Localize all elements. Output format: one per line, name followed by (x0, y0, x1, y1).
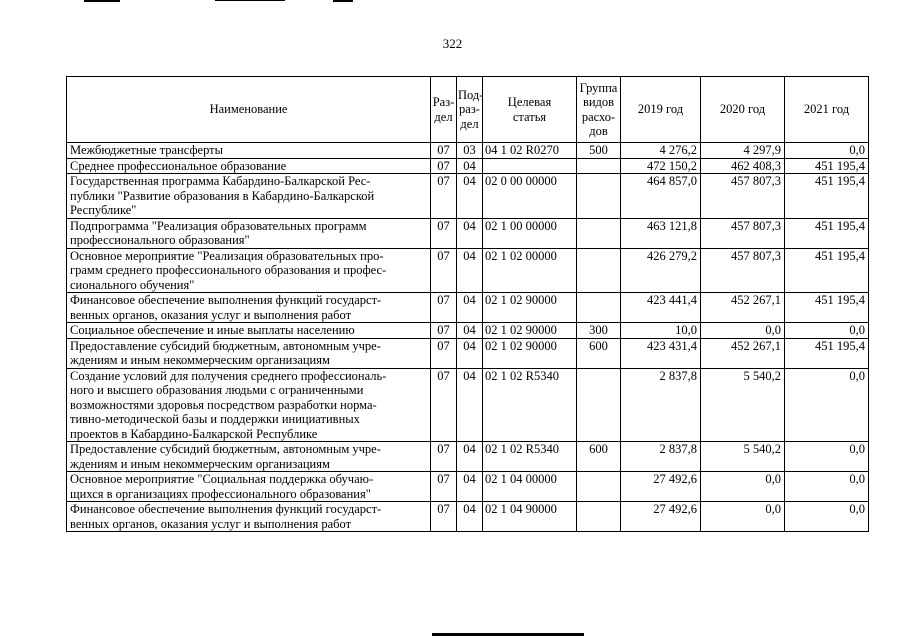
row-name-cell: Предоставление субсидий бюджетным, автономным учре- ждениям и иным некоммерческим организациям (67, 442, 431, 472)
row-podrazdel-cell: 04 (457, 218, 483, 248)
row-name-cell: Финансовое обеспечение выполнения функций государст- венных органов, оказания услуг и выполнения работ (67, 502, 431, 532)
row-2021-cell: 451 195,4 (785, 218, 869, 248)
row-razdel-cell: 07 (431, 502, 457, 532)
row-expense-group-cell: 600 (577, 338, 621, 368)
row-2019-cell: 423 441,4 (621, 293, 701, 323)
row-razdel-cell: 07 (431, 158, 457, 174)
row-razdel-cell: 07 (431, 472, 457, 502)
row-2019-cell: 2 837,8 (621, 368, 701, 442)
row-expense-group-cell: 300 (577, 323, 621, 339)
row-name-cell: Социальное обеспечение и иные выплаты населению (67, 323, 431, 339)
row-2019-cell: 4 276,2 (621, 143, 701, 159)
row-2020-cell: 462 408,3 (701, 158, 785, 174)
table-row (67, 174, 869, 219)
row-target-article-cell: 02 1 02 R5340 (483, 442, 577, 472)
row-2021-cell: 451 195,4 (785, 248, 869, 293)
row-razdel-cell: 07 (431, 368, 457, 442)
row-target-article-cell: 02 1 02 90000 (483, 338, 577, 368)
row-2020-cell: 5 540,2 (701, 368, 785, 442)
row-2019-cell: 426 279,2 (621, 248, 701, 293)
row-2020-cell: 0,0 (701, 472, 785, 502)
table-row (67, 323, 869, 339)
row-podrazdel-cell: 04 (457, 472, 483, 502)
budget-table (66, 76, 869, 532)
header-year-2021: 2021 год (785, 77, 869, 143)
row-target-article-cell: 02 1 02 00000 (483, 248, 577, 293)
row-2021-cell: 451 195,4 (785, 174, 869, 219)
row-podrazdel-cell: 04 (457, 323, 483, 339)
row-podrazdel-cell: 03 (457, 143, 483, 159)
row-2021-cell: 451 195,4 (785, 293, 869, 323)
table-row (67, 502, 869, 532)
row-2020-cell: 457 807,3 (701, 218, 785, 248)
row-target-article-cell: 02 1 04 90000 (483, 502, 577, 532)
header-podrazdel: Под- раз- дел (457, 77, 483, 143)
row-expense-group-cell (577, 248, 621, 293)
row-target-article-cell: 02 1 00 00000 (483, 218, 577, 248)
header-name: Наименование (67, 77, 431, 143)
top-rule-right (333, 0, 353, 2)
table-body (67, 143, 869, 532)
row-expense-group-cell (577, 174, 621, 219)
table-header-row (67, 77, 869, 143)
header-year-2020: 2020 год (701, 77, 785, 143)
row-name-cell: Государственная программа Кабардино-Балкарской Рес- публики "Развитие образования в Кабардино-Балкарской Республике" (67, 174, 431, 219)
top-rule-left (84, 0, 120, 2)
row-name-cell: Предоставление субсидий бюджетным, автономным учре- ждениям и иным некоммерческим организациям (67, 338, 431, 368)
row-name-cell: Среднее профессиональное образование (67, 158, 431, 174)
row-podrazdel-cell: 04 (457, 158, 483, 174)
row-expense-group-cell: 500 (577, 143, 621, 159)
header-year-2019: 2019 год (621, 77, 701, 143)
row-target-article-cell: 02 1 02 R5340 (483, 368, 577, 442)
row-2019-cell: 464 857,0 (621, 174, 701, 219)
row-razdel-cell: 07 (431, 338, 457, 368)
row-podrazdel-cell: 04 (457, 442, 483, 472)
row-name-cell: Основное мероприятие "Социальная поддержка обучаю- щихся в организациях профессионального образования" (67, 472, 431, 502)
row-podrazdel-cell: 04 (457, 502, 483, 532)
row-expense-group-cell: 600 (577, 442, 621, 472)
table-row (67, 218, 869, 248)
row-2021-cell: 0,0 (785, 143, 869, 159)
row-name-cell: Основное мероприятие "Реализация образовательных про- грамм среднего профессионального образования и профес- сионального обучения" (67, 248, 431, 293)
table-row (67, 293, 869, 323)
row-target-article-cell: 02 1 04 00000 (483, 472, 577, 502)
row-2021-cell: 0,0 (785, 502, 869, 532)
row-2021-cell: 451 195,4 (785, 158, 869, 174)
table-row (67, 472, 869, 502)
row-2019-cell: 423 431,4 (621, 338, 701, 368)
row-2019-cell: 27 492,6 (621, 472, 701, 502)
row-2019-cell: 2 837,8 (621, 442, 701, 472)
row-2019-cell: 27 492,6 (621, 502, 701, 532)
row-expense-group-cell (577, 293, 621, 323)
row-podrazdel-cell: 04 (457, 293, 483, 323)
row-expense-group-cell (577, 502, 621, 532)
page-number: 322 (442, 36, 463, 51)
header-expense-group: Группа видов расхо- дов (577, 77, 621, 143)
row-2021-cell: 0,0 (785, 323, 869, 339)
row-2021-cell: 0,0 (785, 472, 869, 502)
row-expense-group-cell (577, 472, 621, 502)
row-2020-cell: 452 267,1 (701, 338, 785, 368)
row-2020-cell: 4 297,9 (701, 143, 785, 159)
row-expense-group-cell (577, 218, 621, 248)
header-razdel: Раз- дел (431, 77, 457, 143)
row-podrazdel-cell: 04 (457, 248, 483, 293)
row-2019-cell: 472 150,2 (621, 158, 701, 174)
row-name-cell: Создание условий для получения среднего профессиональ- ного и высшего образования людьми с ограниченными возможностями здоровья посредством разработки норма- тивно-методической базы и поддержки инициативных проектов в Кабардино-Балкарской Республике (67, 368, 431, 442)
row-2020-cell: 452 267,1 (701, 293, 785, 323)
row-2020-cell: 0,0 (701, 323, 785, 339)
row-2021-cell: 0,0 (785, 442, 869, 472)
row-2020-cell: 457 807,3 (701, 248, 785, 293)
header-target-article: Целевая статья (483, 77, 577, 143)
row-razdel-cell: 07 (431, 442, 457, 472)
table-row (67, 368, 869, 442)
table-row (67, 158, 869, 174)
row-2021-cell: 451 195,4 (785, 338, 869, 368)
row-name-cell: Финансовое обеспечение выполнения функций государст- венных органов, оказания услуг и выполнения работ (67, 293, 431, 323)
row-2019-cell: 10,0 (621, 323, 701, 339)
row-razdel-cell: 07 (431, 218, 457, 248)
row-razdel-cell: 07 (431, 248, 457, 293)
table-row (67, 248, 869, 293)
row-2020-cell: 457 807,3 (701, 174, 785, 219)
row-podrazdel-cell: 04 (457, 368, 483, 442)
row-2021-cell: 0,0 (785, 368, 869, 442)
row-target-article-cell (483, 158, 577, 174)
row-razdel-cell: 07 (431, 293, 457, 323)
row-razdel-cell: 07 (431, 323, 457, 339)
table-row (67, 143, 869, 159)
row-razdel-cell: 07 (431, 143, 457, 159)
row-expense-group-cell (577, 368, 621, 442)
row-target-article-cell: 02 0 00 00000 (483, 174, 577, 219)
row-name-cell: Межбюджетные трансферты (67, 143, 431, 159)
row-razdel-cell: 07 (431, 174, 457, 219)
row-target-article-cell: 02 1 02 90000 (483, 323, 577, 339)
bottom-rule (432, 633, 584, 636)
top-rule-middle (215, 0, 285, 1)
table-row (67, 442, 869, 472)
row-target-article-cell: 04 1 02 R0270 (483, 143, 577, 159)
row-podrazdel-cell: 04 (457, 174, 483, 219)
row-podrazdel-cell: 04 (457, 338, 483, 368)
row-name-cell: Подпрограмма "Реализация образовательных программ профессионального образования" (67, 218, 431, 248)
row-target-article-cell: 02 1 02 90000 (483, 293, 577, 323)
row-expense-group-cell (577, 158, 621, 174)
row-2020-cell: 5 540,2 (701, 442, 785, 472)
row-2020-cell: 0,0 (701, 502, 785, 532)
row-2019-cell: 463 121,8 (621, 218, 701, 248)
table-row (67, 338, 869, 368)
